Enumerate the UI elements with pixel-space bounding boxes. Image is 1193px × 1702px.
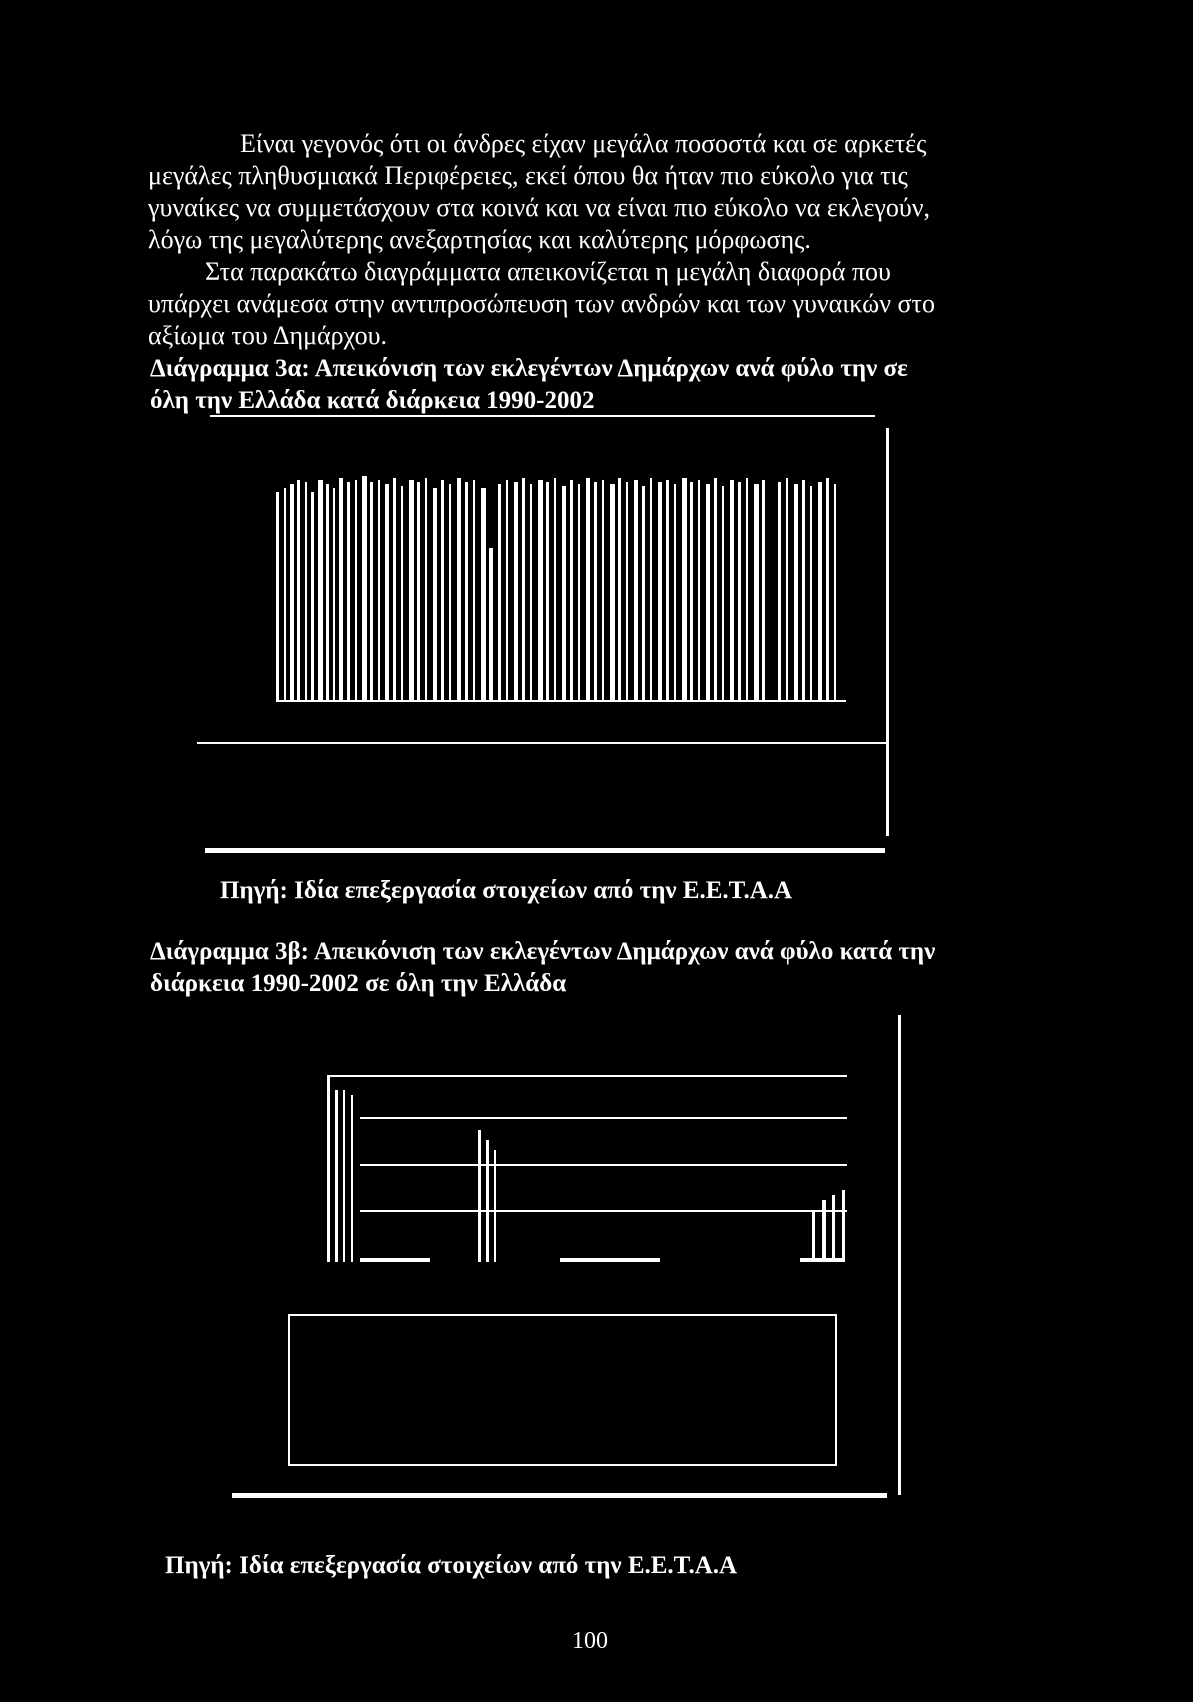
diagram-3a-bar-stripe <box>465 482 468 700</box>
diagram-3b-source: Πηγή: Ιδία επεξεργασία στοιχείων από την Ε.Ε.Τ.Α.Α <box>165 1552 738 1579</box>
diagram-3a-axis-line <box>276 700 846 702</box>
diagram-3a-bar-stripe <box>810 486 812 700</box>
diagram-3a-bar-stripe <box>690 482 693 700</box>
diagram-3a-bar-stripe <box>674 484 676 700</box>
diagram-3b-title-line-1: Διάγραμμα 3β: Απεικόνιση των εκλεγέντων Δημάρχων ανά φύλο κατά την <box>150 938 936 965</box>
diagram-3a-bar-stripe <box>610 484 615 700</box>
diagram-3a-bar-stripe <box>362 476 367 700</box>
paragraph-1-line-1: Είναι γεγονός ότι οι άνδρες είχαν μεγάλα ποσοστά και σε αρκετές <box>240 129 927 158</box>
diagram-3b-bar <box>486 1140 489 1262</box>
diagram-3a-bar-stripe <box>642 486 645 700</box>
diagram-3a-bar-stripe <box>347 482 350 700</box>
diagram-3a-bar-stripe <box>618 478 621 700</box>
diagram-3a-bar-stripe <box>578 484 580 700</box>
diagram-3a-bar-stripe <box>546 482 549 700</box>
diagram-3b-bar <box>351 1095 353 1262</box>
diagram-3a-baseline <box>197 742 887 744</box>
diagram-3a-source: Πηγή: Ιδία επεξεργασία στοιχείων από την Ε.Ε.Τ.Α.Α <box>220 877 793 904</box>
diagram-3a-bar-stripe <box>538 480 543 700</box>
diagram-3a-bar-stripe <box>738 482 741 700</box>
diagram-3a-bar-stripe <box>754 484 759 700</box>
diagram-3a-bar-stripe <box>698 480 700 700</box>
diagram-3a-bar-stripe <box>586 478 590 700</box>
diagram-3a-bar-stripe <box>333 488 335 700</box>
diagram-3a-bar-stripe <box>489 548 493 700</box>
diagram-3b-gridline-2 <box>360 1164 847 1166</box>
diagram-3b-gridline-1 <box>360 1117 847 1119</box>
diagram-3a-bar-stripe <box>658 482 662 700</box>
diagram-3a-bar-stripe <box>562 486 566 700</box>
diagram-3a-bar-stripe <box>441 480 444 700</box>
diagram-3a-bar-stripe <box>634 480 638 700</box>
diagram-3a-bar-stripe <box>522 478 525 700</box>
diagram-3a-bar-stripe <box>554 478 556 700</box>
diagram-3a-bar-stripe <box>818 482 822 700</box>
diagram-3a-bar-stripe <box>326 484 329 700</box>
diagram-3a-bar-stripe <box>318 480 323 700</box>
diagram-3a-bar-stripe <box>826 478 829 700</box>
diagram-3a-bar-stripe <box>449 484 451 700</box>
diagram-3b-baseline-segment <box>800 1258 845 1262</box>
diagram-3a-bar-stripe <box>417 482 420 700</box>
diagram-3a-bar-stripe <box>457 478 461 700</box>
diagram-3a-bar-stripe <box>311 492 314 700</box>
diagram-3b-baseline-segment <box>360 1258 430 1262</box>
diagram-3a-bar-stripe <box>714 478 717 700</box>
paragraph-1-line-3: γυναίκες να συμμετάσχουν στα κοινά και να είναι πιο εύκολο να εκλεγούν, <box>148 193 931 222</box>
diagram-3b-legend-box <box>289 1315 836 1465</box>
diagram-3a-title-line-2: όλη την Ελλάδα κατά διάρκεια 1990-2002 <box>150 387 595 414</box>
diagram-3b-gridline-3 <box>360 1210 847 1212</box>
paragraph-2-line-3: αξίωμα του Δημάρχου. <box>148 321 387 350</box>
diagram-3a-bar-stripe <box>425 478 427 700</box>
diagram-3a-bar-stripe <box>284 488 286 700</box>
diagram-3a-bar-stripe <box>722 486 724 700</box>
diagram-3a-bar-stripe <box>594 482 597 700</box>
diagram-3a-bar-stripe <box>834 484 836 700</box>
diagram-3a-bar-stripe <box>794 484 798 700</box>
diagram-3a-bar-stripe <box>602 480 604 700</box>
diagram-3b-bar <box>812 1210 815 1262</box>
diagram-3b-top-rule <box>327 1075 847 1077</box>
diagram-3a-bar-stripe <box>530 484 532 700</box>
diagram-3a-bar-stripe <box>706 484 710 700</box>
diagram-3a-bar-stripe <box>385 484 389 700</box>
diagram-3b-bar <box>327 1075 330 1262</box>
page-number: 100 <box>572 1628 608 1654</box>
diagram-3a-bar-stripe <box>746 478 748 700</box>
diagram-3a-bar-stripe <box>473 480 475 700</box>
diagram-3a-bar-stripe <box>409 480 414 700</box>
diagram-3a-bar-stripe <box>401 486 403 700</box>
diagram-3a-bar-stripe <box>297 480 300 700</box>
diagram-3a-bar-stripe <box>762 480 765 700</box>
diagram-3a-top-rule <box>210 415 875 417</box>
diagram-3a-bar-stripe <box>682 478 687 700</box>
diagram-3b-right-border <box>898 1015 901 1495</box>
diagram-3a-bar-stripe <box>305 482 307 700</box>
diagram-3a-bar-stripe <box>666 480 669 700</box>
diagram-3a-bar-stripe <box>650 478 652 700</box>
diagram-3b-bar <box>494 1150 496 1262</box>
diagram-3b-bar <box>832 1195 835 1262</box>
diagram-3a-bar-stripe <box>481 488 486 700</box>
diagram-3a-bars <box>276 476 836 700</box>
diagram-3a-bar-stripe <box>339 478 343 700</box>
diagram-3a-chart <box>197 415 889 853</box>
diagram-3a-bottom-rule <box>205 848 885 853</box>
paragraph-2-line-1: Στα παρακάτω διαγράμματα απεικονίζεται η μεγάλη διαφορά που <box>205 257 891 286</box>
diagram-3a-bar-stripe <box>778 482 781 700</box>
diagram-3b-title-line-2: διάρκεια 1990-2002 σε όλη την Ελλάδα <box>150 970 567 997</box>
diagram-3a-bar-stripe <box>730 480 734 700</box>
paragraph-1-line-4: λόγω της μεγαλύτερης ανεξαρτησίας και καλύτερης μόρφωσης. <box>148 225 811 254</box>
diagram-3b-baseline-segment <box>560 1258 660 1262</box>
diagram-3b-bar <box>478 1130 481 1262</box>
diagram-3b-bottom-rule <box>232 1493 887 1498</box>
paragraph-2-line-2: υπάρχει ανάμεσα στην αντιπροσώπευση των ανδρών και των γυναικών στο <box>148 289 935 318</box>
diagram-3b-bars <box>327 1075 845 1262</box>
diagram-3a-bar-stripe <box>290 484 294 700</box>
diagram-3b-bar <box>842 1190 845 1262</box>
diagram-3a-bar-stripe <box>570 480 573 700</box>
diagram-3a-bar-stripe <box>370 482 373 700</box>
diagram-3a-bar-stripe <box>393 478 396 700</box>
diagram-3a-bar-stripe <box>786 478 788 700</box>
diagram-3a-bar-stripe <box>276 492 279 700</box>
diagram-3b-bar <box>343 1090 345 1262</box>
diagram-3a-bar-stripe <box>626 482 628 700</box>
diagram-3a-bar-stripe <box>378 480 380 700</box>
diagram-3b-chart <box>232 1015 901 1498</box>
diagram-3a-bar-stripe <box>498 484 501 700</box>
diagram-3b-bar <box>822 1200 826 1262</box>
diagram-3a-bar-stripe <box>355 480 357 700</box>
diagram-3a-bar-stripe <box>802 480 805 700</box>
diagram-3b-bar <box>335 1090 338 1262</box>
diagram-3a-bar-stripe <box>514 482 518 700</box>
diagram-3a-title-line-1: Διάγραμμα 3α: Απεικόνιση των εκλεγέντων Δημάρχων ανά φύλο την σε <box>150 355 908 382</box>
paragraph-1-line-2: μεγάλες πληθυσμιακά Περιφέρειες, εκεί όπου θα ήταν πιο εύκολο για τις <box>148 161 908 190</box>
diagram-3a-right-border <box>886 428 889 836</box>
diagram-3a-bar-stripe <box>433 488 437 700</box>
diagram-3a-bar-stripe <box>506 480 508 700</box>
